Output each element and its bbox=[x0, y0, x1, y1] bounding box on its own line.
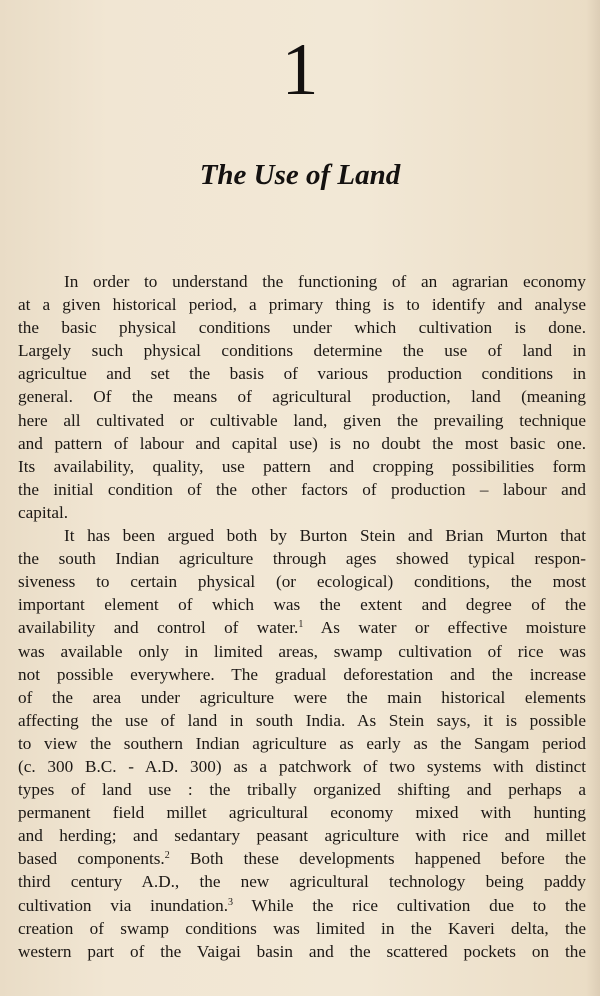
text-line: (c. 300 B.C. - A.D. 300) as a patchwork of two systems with distinct bbox=[18, 756, 586, 776]
text-line-with-note bbox=[18, 847, 586, 870]
text-line: In order to understand the functioning of an agrarian economy bbox=[64, 272, 586, 291]
text-line: It has been argued both by Burton Stein and Brian Murton that bbox=[64, 526, 586, 546]
text-line: affecting the use of land in south India. As Stein says, it is possible bbox=[18, 710, 586, 730]
chapter-title: The Use of Land bbox=[199, 159, 401, 191]
text-line: was available only in limited areas, swamp cultivation of rice was bbox=[18, 641, 586, 661]
text-line: permanent field millet agricultural economy mixed with hunting bbox=[18, 803, 586, 823]
text-line: agricultue and set the basis of various production conditions in bbox=[18, 364, 586, 384]
page-edge-shadow bbox=[586, 0, 600, 996]
text-line: general. Of the means of agricultural production, land (meaning bbox=[18, 387, 586, 407]
text-line: the basic physical conditions under which cultivation is done. bbox=[18, 318, 586, 338]
line-text: based components. bbox=[18, 849, 165, 869]
footnote-marker: 3 bbox=[228, 896, 233, 908]
text-line: the initial condition of the other factors of production – labour and bbox=[18, 479, 586, 499]
body-text bbox=[18, 270, 586, 963]
text-line: third century A.D., the new agricultural technology being paddy bbox=[18, 872, 586, 892]
footnote-marker: 1 bbox=[298, 619, 304, 631]
line-text: availability and control of water. bbox=[18, 618, 299, 638]
text-line-with-note bbox=[18, 616, 586, 639]
chapter-number: 1 bbox=[281, 29, 319, 111]
text-line: Its availability, quality, use pattern and cropping possibilities form bbox=[18, 456, 586, 476]
text-line: to view the southern Indian agriculture as early as the Sangam period bbox=[18, 733, 586, 753]
text-line: types of land use : the tribally organized shifting and perhaps a bbox=[18, 780, 586, 800]
text-line-with-note bbox=[18, 894, 586, 917]
text-line: of the area under agriculture were the main historical elements bbox=[18, 687, 586, 707]
line-text: Both these developments happened before the bbox=[169, 849, 586, 869]
text-line: capital. bbox=[18, 502, 69, 522]
line-text: As water or effective moisture bbox=[303, 618, 586, 638]
text-line: Largely such physical conditions determine the use of land in bbox=[18, 341, 586, 361]
text-line: siveness to certain physical (or ecological) conditions, the most bbox=[18, 572, 586, 592]
paragraph-1 bbox=[18, 270, 586, 524]
text-line: at a given historical period, a primary thing is to identify and analyse bbox=[18, 295, 586, 315]
text-line: important element of which was the extent and degree of the bbox=[18, 595, 586, 615]
text-line: creation of swamp conditions was limited in the Kaveri delta, the bbox=[18, 918, 586, 938]
text-line: and herding; and sedantary peasant agriculture with rice and millet bbox=[18, 826, 586, 846]
text-line: and pattern of labour and capital use) is no doubt the most basic one. bbox=[18, 433, 586, 453]
footnote-marker: 2 bbox=[164, 850, 170, 862]
text-line: not possible everywhere. The gradual deforestation and the increase bbox=[18, 664, 586, 684]
line-text: cultivation via inundation. bbox=[18, 895, 228, 915]
text-line: western part of the Vaigai basin and the scattered pockets on the bbox=[18, 941, 586, 961]
paragraph-2 bbox=[18, 524, 586, 963]
line-text: While the rice cultivation due to the bbox=[233, 895, 586, 915]
text-line: the south Indian agriculture through ages showed typical respon- bbox=[18, 549, 586, 569]
text-line: here all cultivated or cultivable land, given the prevailing technique bbox=[18, 410, 586, 430]
